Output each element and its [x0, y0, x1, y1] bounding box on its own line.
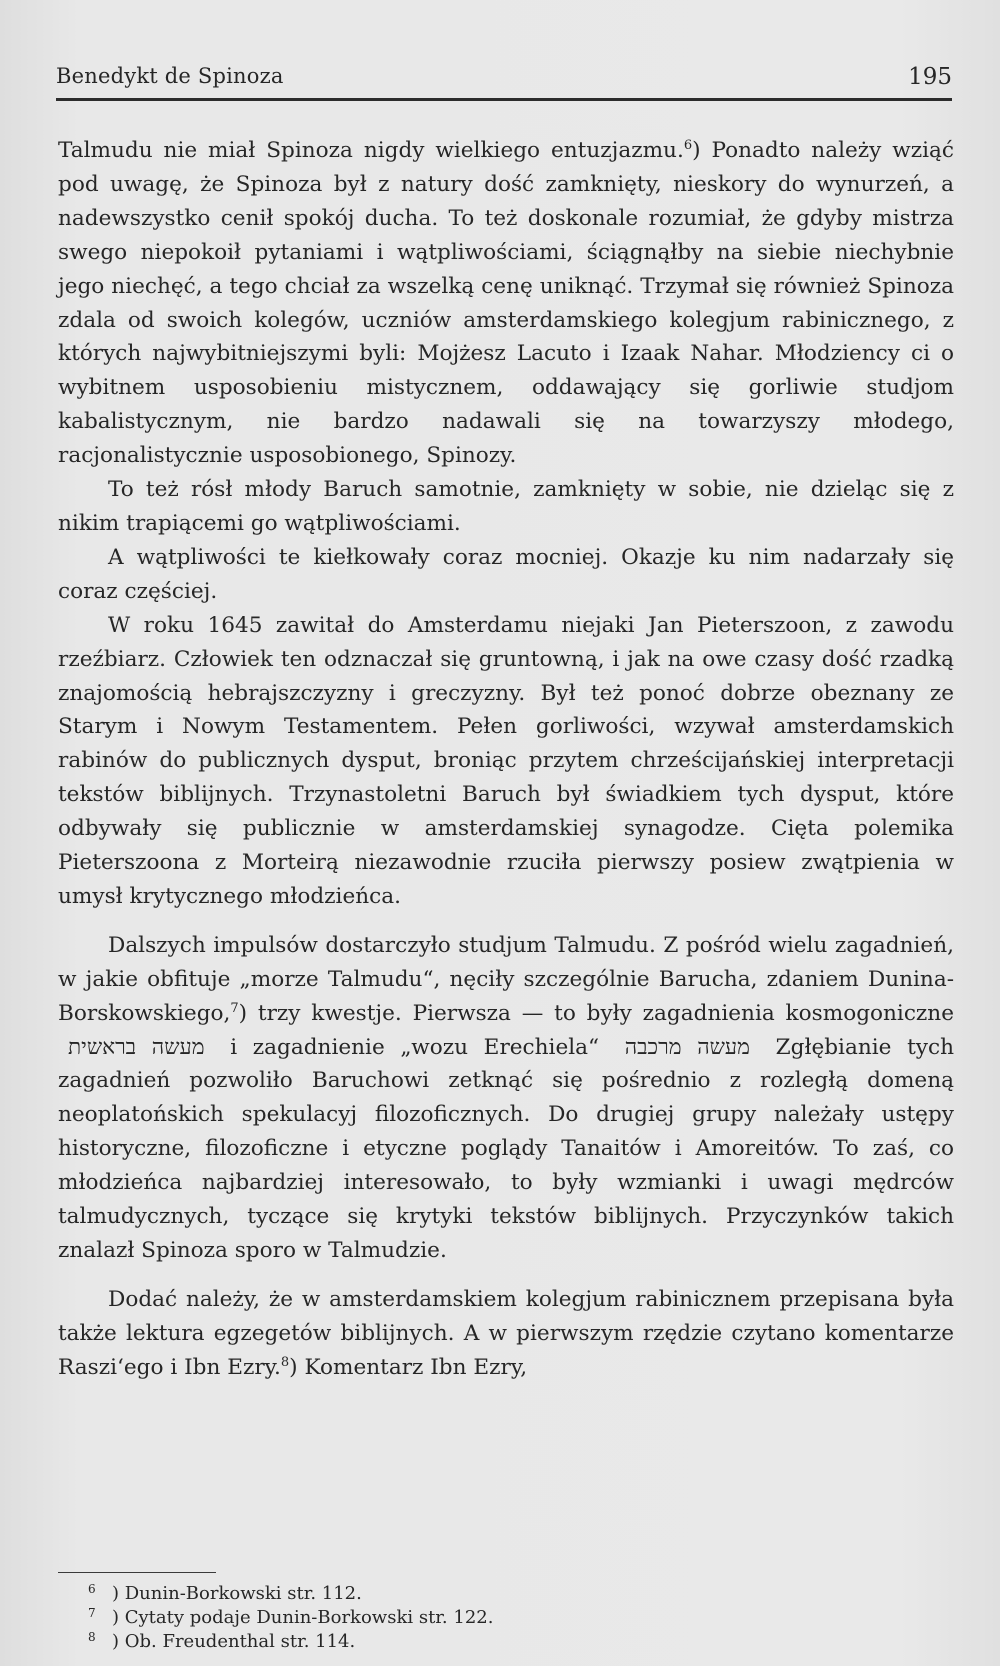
paragraph-text: Zgłębianie tych zagadnień pozwoliło Baruchowi zetknąć się pośrednio z rozległą domeną neoplatońskich spekulacyj filozoficznych. Do drugiej grupy należały ustępy historyczne, filozoficzne i etyczne poglądy Tanaitów i Amoreitów. To zaś, co młodzieńca najbardziej interesowało, to były wzmianki i uwagi mędrców talmudycznych, tyczące się krytyki tekstów biblijnych. Przyczynków takich znalazł Spinoza sporo w Talmudzie.: [58, 1034, 954, 1263]
paragraph-text: A wątpliwości te kiełkowały coraz mocniej. Okazje ku nim nadarzały się coraz częściej.: [58, 544, 954, 604]
footnote-ref: 8: [280, 1354, 290, 1370]
footnote-text: ) Dunin-Borkowski str. 112.: [112, 1583, 362, 1604]
paragraph-3: [58, 541, 954, 609]
footnote-8: 8 ) Ob. Freudenthal str. 114.: [88, 1630, 356, 1652]
paragraph-text: To też rósł młody Baruch samotnie, zamknięty w sobie, nie dzieląc się z nikim trapiącemi go wątpliwościami.: [58, 477, 954, 536]
footnote-text: ) Ob. Freudenthal str. 114.: [112, 1631, 356, 1652]
page-number: 195: [908, 64, 952, 90]
footnote-ref: 7: [230, 1000, 239, 1016]
paragraph-2: [58, 473, 954, 541]
paragraph-text: Talmudu nie miał Spinoza nigdy wielkiego entuzjazmu.: [58, 138, 684, 163]
footnote-text: ) Cytaty podaje Dunin-Borkowski str. 122.: [112, 1607, 494, 1628]
paragraph-5: [58, 929, 954, 1268]
paragraph-text: W roku 1645 zawitał do Amsterdamu niejaki Jan Pieterszoon, z zawodu rzeźbiarz. Człowiek ten odznaczał się gruntowną, i jak na owe czasy dość rzadką znajomością hebrajszczyzny i greczyzny. Był też ponoć dobrze obeznany ze Starym i Nowym Testamentem. Pełen gorliwości, wzywał amsterdamskich rabinów do publicznych dysput, broniąc przytem chrześcijańskiej interpretacji tekstów biblijnych. Trzynastoletni Baruch był świadkiem tych dysput, które odbywały się publicznie w amsterdamskiej synagodze. Cięta polemika Pieterszoona z Morteirą niezawodnie rzuciła pierwszy posiew zwątpienia w umysł krytycznego młodzieńca.: [58, 612, 954, 909]
paragraph-text: ) Komentarz Ibn Ezry,: [289, 1354, 528, 1380]
paragraph-6: [58, 1283, 954, 1385]
header-rule: [56, 98, 952, 101]
page-header: [56, 64, 952, 94]
paragraph-text: ) trzy kwestje. Pierwsza — to były zagadnienia kosmogoniczne: [238, 1000, 954, 1026]
paragraph-1: [58, 134, 954, 473]
footnote-rule: [58, 1572, 216, 1573]
paragraph-4: [58, 609, 954, 914]
paragraph-text: ) Ponadto należy wziąć pod uwagę, że Spinoza był z natury dość zamknięty, nieskory do wynurzeń, a nadewszystko cenił spokój ducha. To też doskonale rozumiał, że gdyby mistrza swego niepokoił pytaniami i wątpliwościami, ściągnąłby na siebie niechybnie jego niechęć, a tego chciał za wszelką cenę uniknąć. Trzymał się również Spinoza zdala od swoich kolegów, uczniów amsterdamskiego kolegjum rabinicznego, z których najwybitniejszymi byli: Mojżesz Lacuto i Izaak Nahar. Młodziency ci o wybitnem usposobieniu mistycznem, oddawający się gorliwie studjom kabalistycznym, nie bardzo nadawali się na towarzyszy młodego, racjonalistycznie usposobionego, Spinozy.: [58, 138, 954, 469]
body-text: [58, 134, 954, 1385]
paragraph-text: i zagadnienie „wozu Erechiela“: [214, 1034, 615, 1060]
paragraph-text: Dalszych impulsów dostarczyło studjum Talmudu. Z pośród wielu zagadnień, w jakie obfituje „morze Talmudu“, nęciły szczególnie Barucha, zdaniem Dunina-Borskowskiego,: [58, 932, 954, 1026]
paragraph-text: Dodać należy, że w amsterdamskiem kolegjum rabinicznem przepisana była także lektura egzegetów biblijnych. A w pierwszym rzędzie czytano komentarze Raszi‘ego i Ibn Ezry.: [58, 1286, 954, 1380]
footnote-ref: 6: [683, 138, 693, 153]
hebrew-term: מעשה מרכבה: [624, 1034, 750, 1060]
footnote-6: 6 ) Dunin-Borkowski str. 112.: [88, 1582, 362, 1604]
hebrew-term: מעשה בראשית: [68, 1034, 205, 1060]
running-title: Benedykt de Spinoza: [56, 64, 284, 88]
footnotes: [88, 1582, 493, 1654]
footnote-7: 7 ) Cytaty podaje Dunin-Borkowski str. 122.: [88, 1606, 494, 1628]
